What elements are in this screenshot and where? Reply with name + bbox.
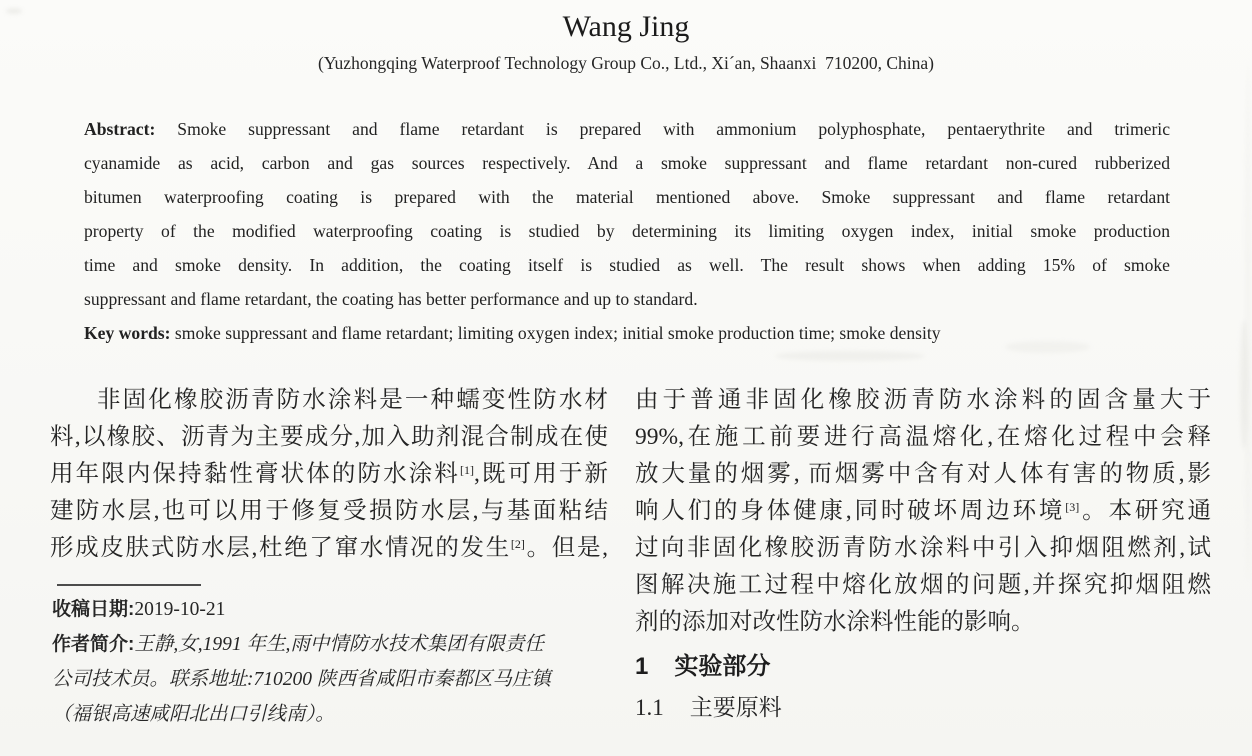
body-line: 建防水层,也可以用于修复受损防水层,与基面粘结	[50, 498, 608, 524]
body-line	[50, 456, 608, 493]
abstract-block	[84, 112, 1170, 350]
body-line: 由于普通非固化橡胶沥青防水涂料的固含量大于	[635, 387, 1211, 413]
body-left-column	[50, 382, 608, 567]
section-number: 1	[635, 653, 649, 680]
scan-artifact	[1240, 320, 1248, 450]
abstract-text: Smoke suppressant and flame retardant is prepared with ammonium polyphosphate, pentaerythrite and trimeric	[177, 119, 1171, 139]
abstract-line: time and smoke density. In addition, the coating itself is studied as well. The result shows when adding 15% of smoke	[84, 255, 1170, 275]
received-date-label: 收稿日期:	[52, 599, 135, 620]
body-right-column	[635, 382, 1211, 726]
body-text: 形成皮肤式防水层,杜绝了窜水情况的发生	[50, 535, 511, 561]
body-text: ,既可用于新	[474, 461, 608, 487]
body-line: 99%,在施工前要进行高温熔化,在熔化过程中会释	[635, 424, 1211, 450]
body-line: 放大量的烟雾, 而烟雾中含有对人体有害的物质,影	[635, 461, 1211, 487]
body-text: 。本研究通	[1079, 498, 1212, 524]
abstract-line: cyanamide as acid, carbon and gas sources respectively. And a smoke suppressant and flame retardant non-cured rubberized	[84, 153, 1170, 173]
scan-artifact	[775, 351, 925, 361]
abstract-line: bitumen waterproofing coating is prepared with the material mentioned above. Smoke suppressant and flame retardant	[84, 187, 1170, 207]
citation-ref-3: [3]	[1065, 500, 1080, 514]
keywords-label: Key words:	[84, 323, 171, 343]
body-line: 非固化橡胶沥青防水涂料是一种蠕变性防水材	[97, 387, 608, 413]
author-bio-text: 王静,女,1991 年生,雨中情防水技术集团有限责任	[134, 634, 544, 655]
body-line: 剂的添加对改性防水涂料性能的影响。	[635, 609, 1035, 635]
received-date-value: 2019-10-21	[134, 599, 226, 620]
keywords-text: smoke suppressant and flame retardant; limiting oxygen index; initial smoke production time; smoke density	[174, 323, 941, 343]
section-title: 主要原料	[689, 695, 782, 720]
paper-affiliation: (Yuzhongqing Waterproof Technology Group Co., Ltd., Xi´an, Shaanxi 710200, China)	[318, 53, 934, 73]
citation-ref-1: [1]	[460, 463, 474, 477]
author-bio-line: 公司技术员。联系地址:710200 陕西省咸阳市秦都区马庄镇	[52, 669, 551, 690]
abstract-line	[84, 112, 1170, 146]
scan-artifact	[1245, 60, 1251, 580]
body-line: 料,以橡胶、沥青为主要成分,加入助剂混合制成在使	[50, 424, 608, 450]
author-bio-line	[52, 627, 614, 662]
footnote-rule	[57, 584, 201, 586]
body-line: 图解决施工过程中熔化放烟的问题,并探究抑烟阻燃	[635, 572, 1211, 598]
section-number: 1.1	[635, 695, 664, 720]
body-line	[50, 530, 608, 567]
body-line: 过向非固化橡胶沥青防水涂料中引入抑烟阻燃剂,试	[635, 535, 1211, 561]
body-line	[635, 493, 1211, 530]
section-title: 实验部分	[674, 653, 771, 680]
section-heading-1	[635, 648, 1211, 685]
author-bio-line: （福银高速咸阳北出口引线南）。	[52, 704, 335, 725]
paper-title: Wang Jing	[562, 10, 690, 43]
author-bio-label: 作者简介:	[52, 634, 135, 655]
section-heading-1-1	[635, 689, 1211, 726]
abstract-line: suppressant and flame retardant, the coating has better performance and up to standard.	[84, 289, 698, 309]
body-text: 。但是,	[524, 535, 609, 561]
abstract-label: Abstract:	[84, 119, 156, 139]
keywords-line	[84, 316, 1170, 350]
footnote-block	[52, 592, 614, 732]
citation-ref-2: [2]	[510, 537, 525, 551]
body-text: 用年限内保持黏性膏状体的防水涂料	[50, 461, 460, 487]
received-date-line	[52, 592, 614, 627]
abstract-line: property of the modified waterproofing coating is studied by determining its limiting oxygen index, initial smoke production	[84, 221, 1170, 241]
body-text: 响人们的身体健康,同时破坏周边环境	[635, 498, 1066, 524]
